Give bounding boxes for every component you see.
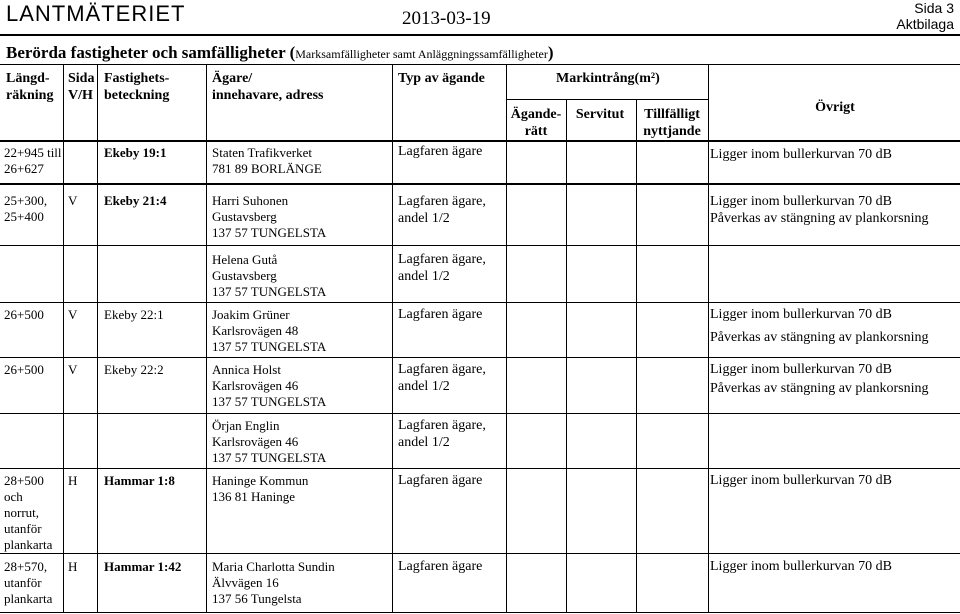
col-header-tillfalligt: Tillfälligt nyttjande (643, 107, 701, 139)
grid-line (0, 357, 960, 358)
row-sida: H (68, 559, 78, 574)
grid-line (0, 245, 960, 246)
row-langd: 28+500 och norrut, utanför plankarta (4, 473, 53, 552)
title-close: ) (547, 43, 554, 62)
row-agare: Maria Charlotta Sundin Älvvägen 16 137 56 Tungelsta (212, 559, 335, 606)
row-langd: 26+500 (4, 362, 44, 377)
row-ovrigt: Ligger inom bullerkurvan 70 dB (710, 473, 892, 488)
header-rule (0, 34, 960, 36)
row-ovrigt: Ligger inom bullerkurvan 70 dB Påverkas av stängning av plankorsning (710, 362, 929, 396)
row-agare: Annica Holst Karlsrovägen 46 137 57 TUNGELSTA (212, 362, 327, 409)
row-fastighet: Ekeby 22:2 (104, 362, 164, 377)
row-langd: 26+500 (4, 307, 44, 322)
grid-line (636, 99, 637, 613)
row-typ: Lagfaren ägare (398, 144, 483, 159)
row-typ: Lagfaren ägare (398, 473, 483, 488)
grid-line (63, 64, 64, 613)
row-sida: V (68, 307, 78, 322)
col-header-sida: Sida V/H (68, 71, 95, 103)
grid-line (0, 468, 960, 469)
row-typ: Lagfaren ägare, andel 1/2 (398, 194, 486, 226)
row-typ: Lagfaren ägare (398, 307, 483, 322)
grid-line (506, 99, 708, 100)
grid-line (0, 140, 960, 142)
row-typ: Lagfaren ägare, andel 1/2 (398, 362, 486, 394)
grid-line (566, 99, 567, 613)
row-agare: Joakim Grüner Karlsrovägen 48 137 57 TUNGELSTA (212, 307, 327, 354)
col-header-agare: Ägare/ innehavare, adress (212, 71, 324, 103)
col-header-markintrang: Markintrång(m²) (556, 71, 660, 86)
row-fastighet: Ekeby 19:1 (104, 145, 167, 160)
page-indicator (896, 0, 954, 32)
col-header-servitut: Servitut (575, 107, 625, 122)
row-agare: Staten Trafikverket 781 89 BORLÄNGE (212, 145, 322, 176)
row-agare: Örjan Englin Karlsrovägen 46 137 57 TUNGELSTA (212, 418, 327, 465)
col-header-aganderatt: Ägande- rätt (510, 107, 562, 139)
row-sida: V (68, 193, 78, 208)
col-header-fastighet: Fastighets- beteckning (104, 71, 170, 103)
row-agare: Haninge Kommun 136 81 Haninge (212, 473, 309, 504)
grid-line (708, 64, 709, 613)
title-main: Berörda fastigheter och samfälligheter ( (6, 43, 296, 62)
grid-line (0, 612, 960, 613)
row-typ: Lagfaren ägare, andel 1/2 (398, 418, 486, 450)
grid-line (206, 64, 207, 613)
grid-line (0, 64, 960, 65)
row-ovrigt: Ligger inom bullerkurvan 70 dB Påverkas av stängning av plankorsning (710, 194, 929, 226)
page-number: Sida 3 (914, 0, 954, 16)
row-fastighet: Ekeby 21:4 (104, 193, 167, 208)
row-fastighet: Hammar 1:8 (104, 473, 175, 488)
col-header-langd: Längd- räkning (6, 71, 54, 103)
row-langd: 28+570, utanför plankarta (4, 559, 53, 606)
col-header-typ: Typ av ägande (398, 71, 485, 86)
grid-line (0, 183, 960, 185)
row-ovrigt: Ligger inom bullerkurvan 70 dB (710, 559, 892, 574)
grid-line (0, 302, 960, 303)
appendix-label: Aktbilaga (896, 16, 954, 32)
row-ovrigt: Ligger inom bullerkurvan 70 dB Påverkas av stängning av plankorsning (710, 307, 929, 345)
page-title (6, 43, 554, 63)
grid-line (392, 64, 393, 613)
row-typ: Lagfaren ägare (398, 559, 483, 574)
row-sida: V (68, 362, 78, 377)
row-langd: 25+300, 25+400 (4, 193, 48, 224)
row-agare: Harri Suhonen Gustavsberg 137 57 TUNGELSTA (212, 193, 327, 240)
grid-line (0, 413, 960, 414)
grid-line (97, 64, 98, 613)
row-typ: Lagfaren ägare, andel 1/2 (398, 252, 486, 284)
page-header (0, 0, 960, 36)
row-fastighet: Hammar 1:42 (104, 559, 182, 574)
row-sida: H (68, 473, 78, 488)
row-ovrigt: Ligger inom bullerkurvan 70 dB (710, 147, 892, 162)
document-date: 2013-03-19 (402, 8, 491, 29)
row-fastighet: Ekeby 22:1 (104, 307, 164, 322)
grid-line (0, 553, 960, 554)
grid-line (506, 64, 507, 613)
col-header-ovrigt: Övrigt (815, 100, 855, 115)
title-sub: Marksamfälligheter samt Anläggningssamfälligheter (295, 47, 548, 61)
row-langd: 22+945 till 26+627 (4, 145, 62, 176)
brand-logo: LANTMÄTERIET (6, 1, 186, 26)
row-agare: Helena Gutå Gustavsberg 137 57 TUNGELSTA (212, 252, 327, 299)
